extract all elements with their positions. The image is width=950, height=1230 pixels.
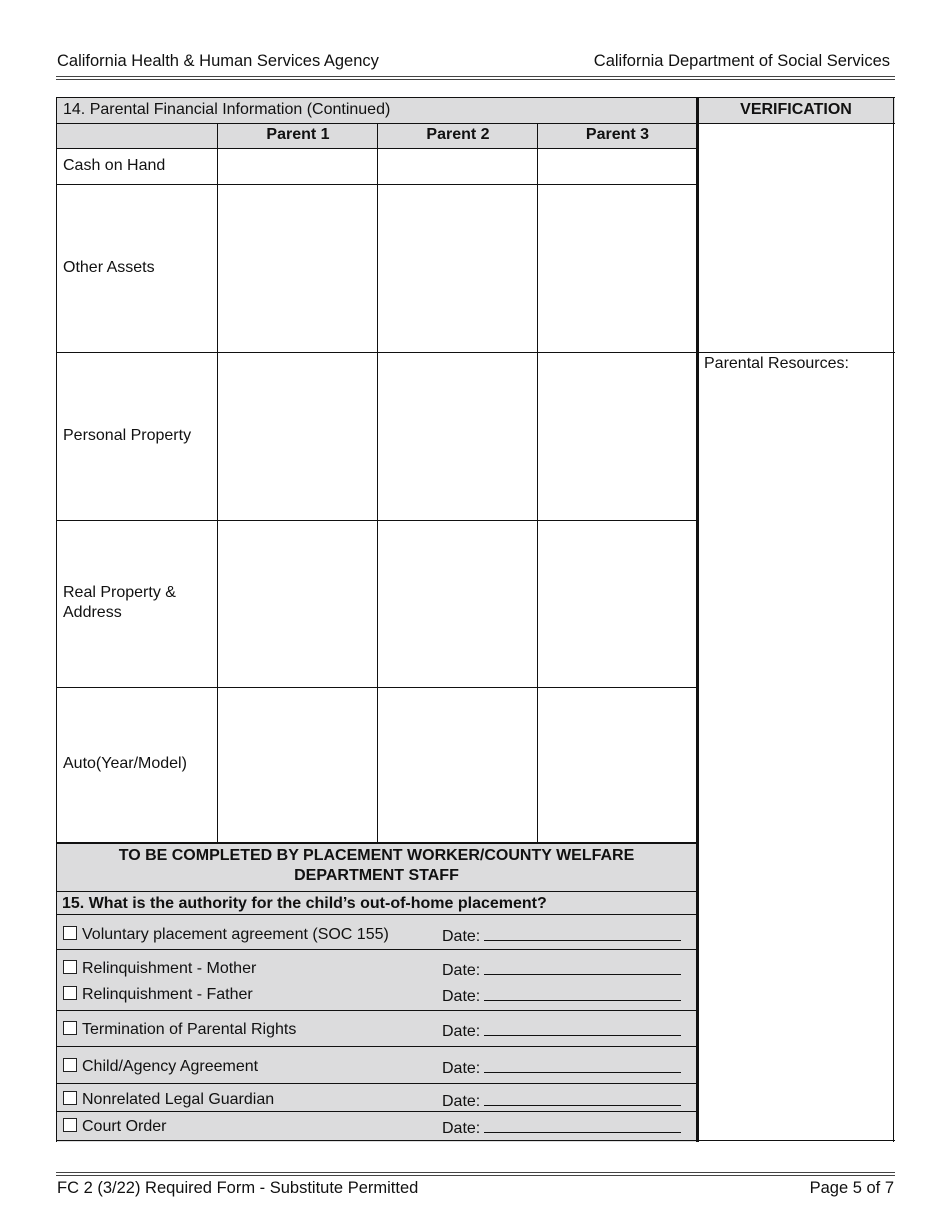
- verification-divider: [696, 97, 699, 1142]
- other-assets-parent-3-field[interactable]: [538, 184, 697, 352]
- date-label: Date:: [442, 1060, 481, 1077]
- grid-line: [56, 1083, 697, 1084]
- grid-line: [56, 891, 697, 892]
- verification-field[interactable]: [699, 123, 895, 352]
- option-termination-rights: Termination of Parental Rights: [82, 1021, 297, 1038]
- date-label: Date:: [442, 962, 481, 979]
- grid-line: [217, 123, 218, 843]
- row-cash-on-hand: Cash on Hand: [63, 157, 166, 174]
- other-assets-parent-2-field[interactable]: [378, 184, 538, 352]
- termination-rights-checkbox[interactable]: [63, 1021, 77, 1035]
- court-order-checkbox[interactable]: [63, 1118, 77, 1132]
- staff-section-line1: TO BE COMPLETED BY PLACEMENT WORKER/COUNTY WELFARE: [118, 847, 635, 864]
- real-property-parent-1-field[interactable]: [218, 520, 378, 687]
- real-property-parent-3-field[interactable]: [538, 520, 697, 687]
- column-parent-3: Parent 3: [585, 126, 650, 143]
- grid-line: [56, 949, 697, 950]
- date-label: Date:: [442, 1093, 481, 1110]
- option-relinquishment-father: Relinquishment - Father: [82, 986, 253, 1003]
- parental-resources-field[interactable]: [699, 377, 895, 1142]
- parental-financial-form: [56, 97, 895, 1142]
- voluntary-placement-checkbox[interactable]: [63, 926, 77, 940]
- grid-line: [377, 123, 378, 843]
- date-label: Date:: [442, 1023, 481, 1040]
- voluntary-placement-date-field[interactable]: [442, 926, 681, 946]
- option-voluntary-placement: Voluntary placement agreement (SOC 155): [82, 926, 389, 943]
- header-agency: California Health & Human Services Agency: [57, 52, 379, 70]
- section-15-question: 15. What is the authority for the child’s out-of-home placement?: [62, 895, 547, 912]
- grid-line: [56, 1046, 697, 1047]
- header-department: California Department of Social Services: [593, 52, 890, 70]
- auto-parent-1-field[interactable]: [218, 687, 378, 843]
- column-parent-1: Parent 1: [266, 126, 330, 143]
- real-property-parent-2-field[interactable]: [378, 520, 538, 687]
- other-assets-parent-1-field[interactable]: [218, 184, 378, 352]
- header-rule-2: [56, 79, 895, 80]
- table-border-right: [893, 97, 894, 1142]
- header-rule: [56, 76, 895, 77]
- row-other-assets: Other Assets: [63, 259, 155, 276]
- child-agency-agreement-date-field[interactable]: [442, 1058, 681, 1078]
- staff-section-line2: DEPARTMENT STAFF: [294, 867, 459, 884]
- footer-rule: [56, 1172, 895, 1173]
- date-label: Date:: [442, 928, 481, 945]
- grid-line: [56, 914, 697, 915]
- grid-line: [537, 123, 538, 843]
- parental-resources-label: Parental Resources:: [704, 355, 849, 372]
- row-real-property: Real Property &: [63, 584, 176, 601]
- option-relinquishment-mother: Relinquishment - Mother: [82, 960, 257, 977]
- row-personal-property: Personal Property: [63, 427, 192, 444]
- table-border-bottom: [56, 1140, 895, 1141]
- grid-line: [56, 1111, 697, 1112]
- personal-property-parent-1-field[interactable]: [218, 352, 378, 520]
- cash-on-hand-parent-1-field[interactable]: [218, 148, 378, 184]
- row-real-property-address: Address: [63, 604, 122, 621]
- date-label: Date:: [442, 1120, 481, 1137]
- row-auto: Auto(Year/Model): [63, 755, 187, 772]
- column-parent-2: Parent 2: [426, 126, 490, 143]
- option-child-agency-agreement: Child/Agency Agreement: [82, 1058, 259, 1075]
- grid-line: [56, 1010, 697, 1011]
- relinquishment-father-date-field[interactable]: [442, 986, 681, 1006]
- cash-on-hand-parent-2-field[interactable]: [378, 148, 538, 184]
- grid-line: [56, 352, 895, 353]
- footer-form-id: FC 2 (3/22) Required Form - Substitute Permitted: [57, 1179, 419, 1197]
- personal-property-parent-3-field[interactable]: [538, 352, 697, 520]
- auto-parent-2-field[interactable]: [378, 687, 538, 843]
- option-court-order: Court Order: [82, 1118, 167, 1135]
- nonrelated-guardian-date-field[interactable]: [442, 1091, 681, 1111]
- grid-line: [56, 123, 895, 124]
- relinquishment-mother-checkbox[interactable]: [63, 960, 77, 974]
- verification-header: VERIFICATION: [740, 101, 852, 118]
- termination-rights-date-field[interactable]: [442, 1021, 681, 1041]
- table-border-left: [56, 97, 57, 1142]
- relinquishment-father-checkbox[interactable]: [63, 986, 77, 1000]
- auto-parent-3-field[interactable]: [538, 687, 697, 843]
- section-14-title: 14. Parental Financial Information (Continued): [63, 101, 391, 118]
- footer-rule-2: [56, 1175, 895, 1176]
- option-nonrelated-guardian: Nonrelated Legal Guardian: [82, 1091, 275, 1108]
- table-border-top: [56, 97, 895, 98]
- child-agency-agreement-checkbox[interactable]: [63, 1058, 77, 1072]
- footer-page-number: Page 5 of 7: [809, 1179, 894, 1197]
- date-label: Date:: [442, 988, 481, 1005]
- relinquishment-mother-date-field[interactable]: [442, 960, 681, 980]
- nonrelated-guardian-checkbox[interactable]: [63, 1091, 77, 1105]
- personal-property-parent-2-field[interactable]: [378, 352, 538, 520]
- cash-on-hand-parent-3-field[interactable]: [538, 148, 697, 184]
- court-order-date-field[interactable]: [442, 1118, 681, 1138]
